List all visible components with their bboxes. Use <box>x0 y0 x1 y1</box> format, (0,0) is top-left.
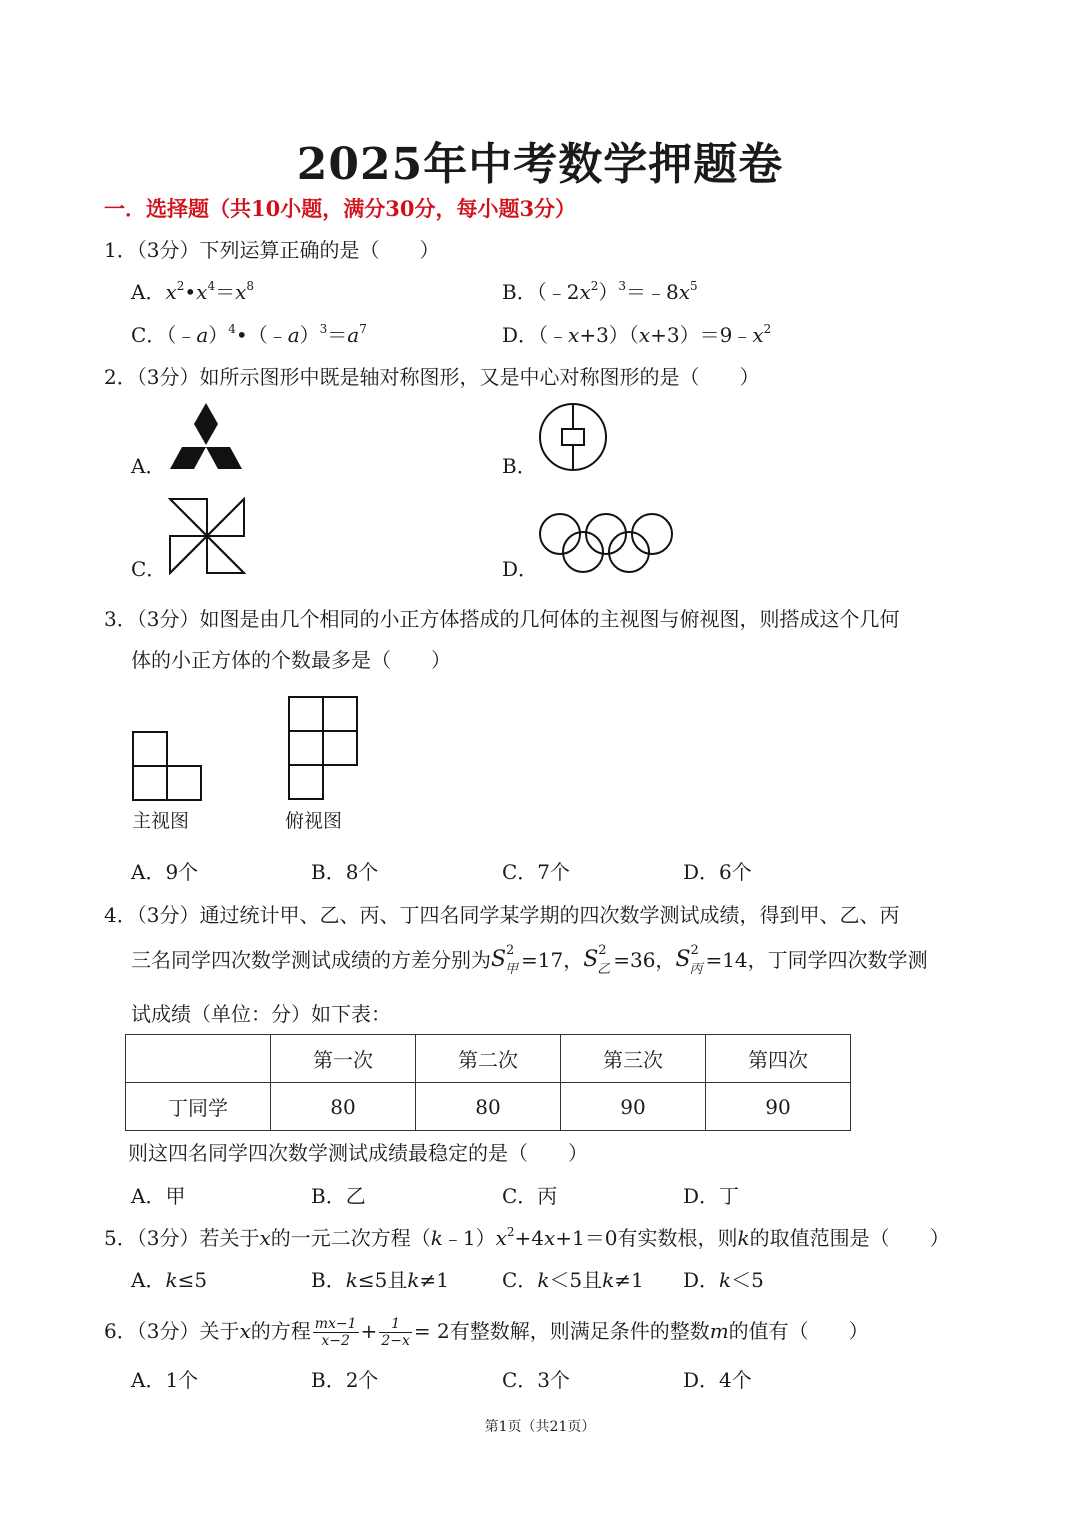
q5-option-c: C．k＜5且k≠1 <box>502 1268 644 1292</box>
table-cell: 80 <box>271 1083 416 1131</box>
q4-option-a: A．甲 <box>131 1184 186 1208</box>
question-4-follow: 则这四名同学四次数学测试成绩最稳定的是（ ） <box>128 1141 588 1165</box>
question-3-stem-line2: 体的小正方体的个数最多是（ ） <box>131 648 451 672</box>
question-4-stem-line3: 试成绩（单位：分）如下表： <box>131 1002 391 1026</box>
table-cell: 90 <box>561 1083 706 1131</box>
q2-option-d-label: D． <box>502 557 539 581</box>
q3-option-b: B．8个 <box>311 860 379 884</box>
table-cell: 丁同学 <box>126 1083 271 1131</box>
olympic-rings-figure <box>538 512 674 576</box>
table-header: 第四次 <box>706 1035 851 1083</box>
coin-figure <box>538 402 608 472</box>
table-header: 第三次 <box>561 1035 706 1083</box>
table-header: 第一次 <box>271 1035 416 1083</box>
q1-option-b: B．$(﹣2x^2)^3=﹣8x^5$ <box>502 279 698 304</box>
question-5-stem: 5．（3分）若关于x的一元二次方程$(k﹣1)x^2+4x+1=0$有实数根，则k的取值范围是（ ） <box>104 1225 950 1250</box>
q5-option-d: D．k＜5 <box>683 1268 764 1292</box>
q2-option-c-label: C． <box>131 557 167 581</box>
table-header <box>126 1035 271 1083</box>
top-view-figure <box>288 696 360 802</box>
question-4-stem-line2: 三名同学四次数学测试成绩的方差分别为 S 2 甲 =17， S 2 乙 =36， S 2 丙 =14，丁同学四次数学测 <box>131 943 928 977</box>
table-header-row <box>126 1035 851 1083</box>
q5-option-a: A．k≤5 <box>131 1268 208 1292</box>
q6-option-a: A．1个 <box>131 1368 199 1392</box>
q2-option-a-label: A． <box>131 454 166 478</box>
question-3-stem-line1: 3．（3分）如图是由几个相同的小正方体搭成的几何体的主视图与俯视图，则搭成这个几何 <box>104 607 900 631</box>
q4-option-b: B．乙 <box>311 1184 366 1208</box>
q6-option-c: C．3个 <box>502 1368 571 1392</box>
section-heading: 一．选择题（共10小题，满分30分，每小题3分） <box>104 196 577 221</box>
table-header: 第二次 <box>416 1035 561 1083</box>
question-6-stem: 6．（3分）关于x的方程 $\frac{mx-1}{x-2}$ + $\frac{1}{2-x}$ = 2有整数解，则满足条件的整数m的值有（ ） <box>104 1316 869 1349</box>
q4-option-d: D．丁 <box>683 1184 740 1208</box>
table-cell: 80 <box>416 1083 561 1131</box>
q4-option-c: C．丙 <box>502 1184 558 1208</box>
q2-option-b-label: B． <box>502 454 537 478</box>
q6-option-b: B．2个 <box>311 1368 379 1392</box>
front-view-label: 主视图 <box>132 810 190 832</box>
three-diamonds-figure <box>168 403 244 471</box>
q1-option-c: C．$(﹣a)^4•(﹣a)^3=a^7$ <box>131 322 367 347</box>
front-view-figure <box>132 731 204 803</box>
question-4-stem-line1: 4．（3分）通过统计甲、乙、丙、丁四名同学某学期的四次数学测试成绩，得到甲、乙、丙 <box>104 903 900 927</box>
question-1-stem: 1．（3分）下列运算正确的是（ ） <box>104 238 440 262</box>
q3-option-a: A．9个 <box>131 860 199 884</box>
page-title: 2025年中考数学押题卷 <box>296 139 784 190</box>
q1-option-a: A．$x^2•x^4=x^8$ <box>131 279 255 304</box>
score-table <box>125 1034 851 1131</box>
top-view-label: 俯视图 <box>285 810 343 832</box>
question-2-stem: 2．（3分）如所示图形中既是轴对称图形，又是中心对称图形的是（ ） <box>104 365 760 389</box>
table-cell: 90 <box>706 1083 851 1131</box>
q1-option-d: D．$(﹣x+3)(x+3)=9﹣x^2$ <box>502 322 772 347</box>
pinwheel-figure <box>168 497 246 575</box>
page-footer: 第1页（共21页） <box>484 1419 596 1435</box>
q3-option-c: C．7个 <box>502 860 571 884</box>
q5-option-b: B．k≤5且k≠1 <box>311 1268 449 1292</box>
q3-option-d: D．6个 <box>683 860 752 884</box>
q6-option-d: D．4个 <box>683 1368 752 1392</box>
table-row <box>126 1083 851 1131</box>
